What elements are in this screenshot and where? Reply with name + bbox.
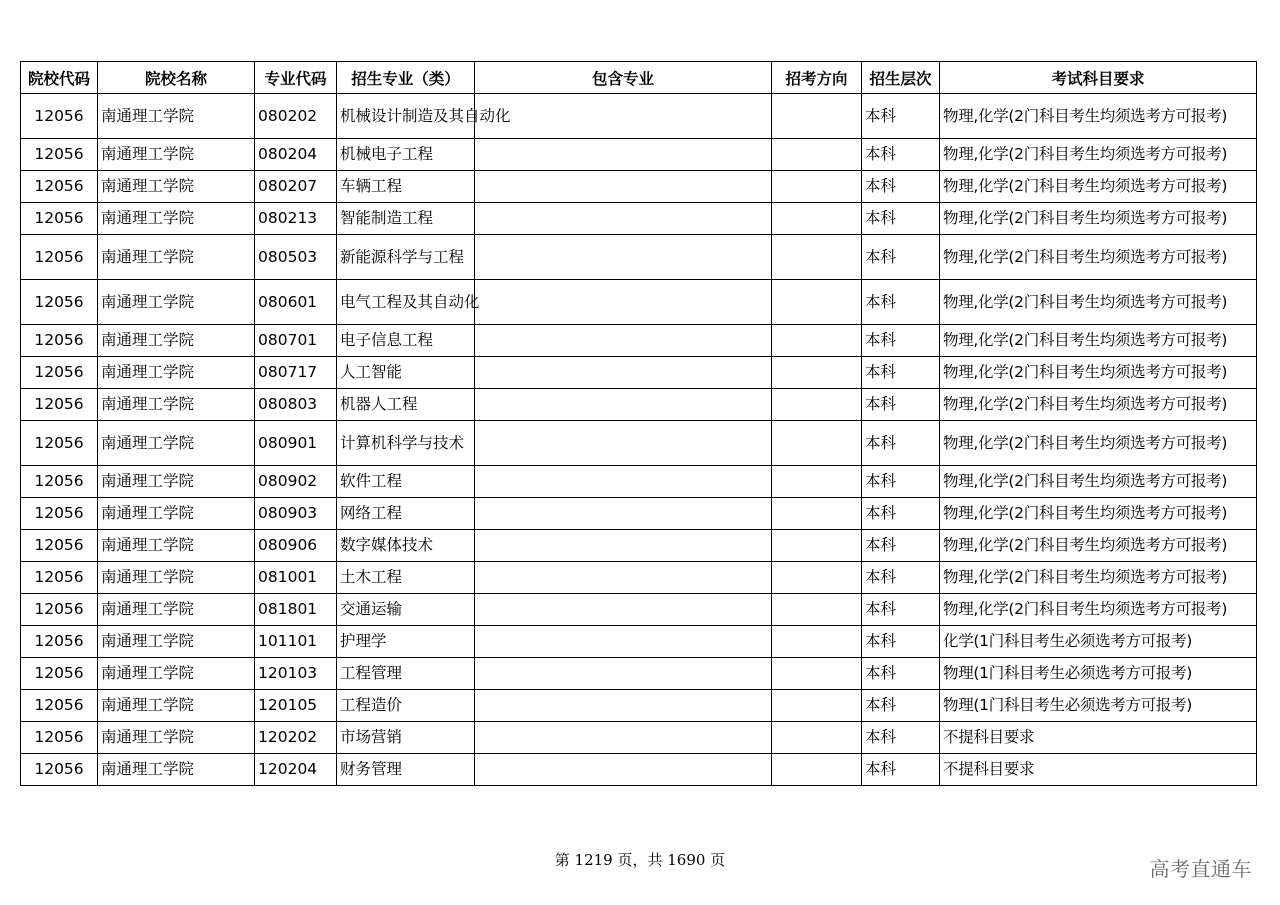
header-row	[21, 62, 1257, 94]
cell-level: 本科	[862, 594, 940, 626]
cell-major: 车辆工程	[337, 171, 475, 203]
cell-included-majors	[475, 690, 772, 722]
cell-major-code: 080903	[255, 498, 337, 530]
cell-requirement: 物理,化学(2门科目考生均须选考方可报考)	[940, 171, 1257, 203]
cell-level: 本科	[862, 139, 940, 171]
table-row	[21, 235, 1257, 280]
cell-school-code: 12056	[21, 203, 98, 235]
cell-requirement: 不提科目要求	[940, 722, 1257, 754]
cell-requirement: 物理,化学(2门科目考生均须选考方可报考)	[940, 562, 1257, 594]
table-row	[21, 690, 1257, 722]
cell-major: 护理学	[337, 626, 475, 658]
cell-level: 本科	[862, 389, 940, 421]
table-row	[21, 389, 1257, 421]
cell-direction	[772, 626, 862, 658]
cell-school-name: 南通理工学院	[98, 139, 255, 171]
cell-requirement: 物理,化学(2门科目考生均须选考方可报考)	[940, 466, 1257, 498]
cell-included-majors	[475, 562, 772, 594]
cell-major: 智能制造工程	[337, 203, 475, 235]
cell-school-name: 南通理工学院	[98, 171, 255, 203]
cell-school-name: 南通理工学院	[98, 530, 255, 562]
cell-direction	[772, 280, 862, 325]
cell-requirement: 物理,化学(2门科目考生均须选考方可报考)	[940, 389, 1257, 421]
cell-major-code: 081801	[255, 594, 337, 626]
cell-included-majors	[475, 498, 772, 530]
cell-school-name: 南通理工学院	[98, 203, 255, 235]
cell-school-name: 南通理工学院	[98, 626, 255, 658]
cell-direction	[772, 690, 862, 722]
cell-major: 机械设计制造及其自动化	[337, 94, 475, 139]
cell-major: 市场营销	[337, 722, 475, 754]
cell-school-code: 12056	[21, 690, 98, 722]
cell-level: 本科	[862, 498, 940, 530]
cell-requirement: 物理(1门科目考生必须选考方可报考)	[940, 690, 1257, 722]
cell-major-code: 120103	[255, 658, 337, 690]
cell-direction	[772, 562, 862, 594]
cell-major-code: 120204	[255, 754, 337, 786]
cell-requirement: 物理,化学(2门科目考生均须选考方可报考)	[940, 94, 1257, 139]
cell-direction	[772, 530, 862, 562]
table-row	[21, 94, 1257, 139]
cell-school-code: 12056	[21, 94, 98, 139]
cell-included-majors	[475, 280, 772, 325]
cell-school-name: 南通理工学院	[98, 498, 255, 530]
header-direction: 招考方向	[772, 62, 862, 94]
cell-level: 本科	[862, 754, 940, 786]
cell-major-code: 120202	[255, 722, 337, 754]
cell-level: 本科	[862, 562, 940, 594]
cell-level: 本科	[862, 94, 940, 139]
cell-requirement: 化学(1门科目考生必须选考方可报考)	[940, 626, 1257, 658]
cell-school-name: 南通理工学院	[98, 562, 255, 594]
cell-major-code: 080803	[255, 389, 337, 421]
cell-major: 电气工程及其自动化	[337, 280, 475, 325]
cell-included-majors	[475, 594, 772, 626]
cell-school-name: 南通理工学院	[98, 325, 255, 357]
table-row	[21, 421, 1257, 466]
cell-major: 财务管理	[337, 754, 475, 786]
cell-school-code: 12056	[21, 171, 98, 203]
admission-table	[20, 61, 1257, 786]
header-level: 招生层次	[862, 62, 940, 94]
cell-school-code: 12056	[21, 658, 98, 690]
cell-direction	[772, 722, 862, 754]
cell-direction	[772, 171, 862, 203]
cell-requirement: 物理,化学(2门科目考生均须选考方可报考)	[940, 235, 1257, 280]
cell-major: 软件工程	[337, 466, 475, 498]
cell-major: 交通运输	[337, 594, 475, 626]
cell-major-code: 080207	[255, 171, 337, 203]
header-major: 招生专业（类）	[337, 62, 475, 94]
table-row	[21, 171, 1257, 203]
cell-included-majors	[475, 235, 772, 280]
header-requirement: 考试科目要求	[940, 62, 1257, 94]
cell-school-code: 12056	[21, 389, 98, 421]
table-row	[21, 139, 1257, 171]
cell-school-name: 南通理工学院	[98, 280, 255, 325]
cell-school-name: 南通理工学院	[98, 94, 255, 139]
cell-school-name: 南通理工学院	[98, 690, 255, 722]
cell-requirement: 物理,化学(2门科目考生均须选考方可报考)	[940, 280, 1257, 325]
cell-level: 本科	[862, 280, 940, 325]
cell-requirement: 物理,化学(2门科目考生均须选考方可报考)	[940, 357, 1257, 389]
table-row	[21, 357, 1257, 389]
cell-requirement: 物理,化学(2门科目考生均须选考方可报考)	[940, 139, 1257, 171]
header-school-name: 院校名称	[98, 62, 255, 94]
cell-major: 土木工程	[337, 562, 475, 594]
table-row	[21, 466, 1257, 498]
cell-direction	[772, 235, 862, 280]
cell-direction	[772, 466, 862, 498]
cell-school-name: 南通理工学院	[98, 389, 255, 421]
cell-school-name: 南通理工学院	[98, 658, 255, 690]
cell-requirement: 物理,化学(2门科目考生均须选考方可报考)	[940, 594, 1257, 626]
cell-included-majors	[475, 357, 772, 389]
cell-direction	[772, 421, 862, 466]
cell-major-code: 080906	[255, 530, 337, 562]
cell-major: 机器人工程	[337, 389, 475, 421]
cell-school-code: 12056	[21, 280, 98, 325]
cell-school-name: 南通理工学院	[98, 421, 255, 466]
cell-school-code: 12056	[21, 325, 98, 357]
cell-included-majors	[475, 658, 772, 690]
cell-major-code: 081001	[255, 562, 337, 594]
cell-level: 本科	[862, 658, 940, 690]
cell-school-name: 南通理工学院	[98, 357, 255, 389]
cell-included-majors	[475, 94, 772, 139]
cell-major: 数字媒体技术	[337, 530, 475, 562]
cell-major-code: 080601	[255, 280, 337, 325]
cell-school-code: 12056	[21, 498, 98, 530]
cell-included-majors	[475, 421, 772, 466]
cell-requirement: 物理(1门科目考生必须选考方可报考)	[940, 658, 1257, 690]
cell-level: 本科	[862, 171, 940, 203]
cell-school-name: 南通理工学院	[98, 466, 255, 498]
cell-direction	[772, 498, 862, 530]
cell-included-majors	[475, 389, 772, 421]
cell-major-code: 080701	[255, 325, 337, 357]
cell-major: 工程造价	[337, 690, 475, 722]
cell-direction	[772, 754, 862, 786]
cell-school-name: 南通理工学院	[98, 235, 255, 280]
cell-major-code: 080717	[255, 357, 337, 389]
cell-direction	[772, 94, 862, 139]
cell-major: 新能源科学与工程	[337, 235, 475, 280]
cell-school-code: 12056	[21, 562, 98, 594]
cell-major-code: 101101	[255, 626, 337, 658]
cell-requirement: 物理,化学(2门科目考生均须选考方可报考)	[940, 203, 1257, 235]
table-row	[21, 722, 1257, 754]
cell-level: 本科	[862, 626, 940, 658]
cell-school-code: 12056	[21, 235, 98, 280]
cell-school-code: 12056	[21, 530, 98, 562]
cell-level: 本科	[862, 235, 940, 280]
cell-major-code: 080902	[255, 466, 337, 498]
cell-requirement: 物理,化学(2门科目考生均须选考方可报考)	[940, 325, 1257, 357]
cell-direction	[772, 658, 862, 690]
table-row	[21, 626, 1257, 658]
cell-included-majors	[475, 466, 772, 498]
cell-school-code: 12056	[21, 421, 98, 466]
cell-major-code: 080503	[255, 235, 337, 280]
cell-major-code: 080901	[255, 421, 337, 466]
header-school-code: 院校代码	[21, 62, 98, 94]
cell-major: 机械电子工程	[337, 139, 475, 171]
cell-school-code: 12056	[21, 594, 98, 626]
cell-included-majors	[475, 530, 772, 562]
header-major-code: 专业代码	[255, 62, 337, 94]
cell-included-majors	[475, 139, 772, 171]
cell-level: 本科	[862, 722, 940, 754]
cell-direction	[772, 325, 862, 357]
table-row	[21, 658, 1257, 690]
table-row	[21, 498, 1257, 530]
cell-requirement: 不提科目要求	[940, 754, 1257, 786]
cell-level: 本科	[862, 690, 940, 722]
cell-included-majors	[475, 325, 772, 357]
cell-level: 本科	[862, 203, 940, 235]
cell-included-majors	[475, 626, 772, 658]
cell-major-code: 080213	[255, 203, 337, 235]
cell-level: 本科	[862, 530, 940, 562]
cell-requirement: 物理,化学(2门科目考生均须选考方可报考)	[940, 530, 1257, 562]
cell-major-code: 120105	[255, 690, 337, 722]
table-body	[21, 94, 1257, 786]
table-row	[21, 754, 1257, 786]
table-row	[21, 562, 1257, 594]
cell-direction	[772, 389, 862, 421]
cell-included-majors	[475, 754, 772, 786]
table-row	[21, 594, 1257, 626]
cell-level: 本科	[862, 421, 940, 466]
cell-school-code: 12056	[21, 754, 98, 786]
cell-level: 本科	[862, 357, 940, 389]
table-row	[21, 530, 1257, 562]
cell-school-code: 12056	[21, 626, 98, 658]
cell-school-code: 12056	[21, 357, 98, 389]
table-row	[21, 203, 1257, 235]
cell-direction	[772, 357, 862, 389]
cell-school-code: 12056	[21, 139, 98, 171]
cell-school-name: 南通理工学院	[98, 722, 255, 754]
cell-major: 计算机科学与技术	[337, 421, 475, 466]
cell-major: 工程管理	[337, 658, 475, 690]
cell-major: 电子信息工程	[337, 325, 475, 357]
cell-school-name: 南通理工学院	[98, 594, 255, 626]
cell-school-code: 12056	[21, 466, 98, 498]
cell-school-code: 12056	[21, 722, 98, 754]
cell-major-code: 080202	[255, 94, 337, 139]
cell-direction	[772, 139, 862, 171]
cell-included-majors	[475, 171, 772, 203]
header-included-majors: 包含专业	[475, 62, 772, 94]
cell-major-code: 080204	[255, 139, 337, 171]
page-number: 第 1219 页，共 1690 页	[554, 851, 726, 869]
cell-included-majors	[475, 722, 772, 754]
cell-school-name: 南通理工学院	[98, 754, 255, 786]
cell-included-majors	[475, 203, 772, 235]
cell-major: 网络工程	[337, 498, 475, 530]
table-row	[21, 280, 1257, 325]
cell-major: 人工智能	[337, 357, 475, 389]
cell-level: 本科	[862, 325, 940, 357]
watermark: 高考直通车	[1149, 857, 1252, 881]
cell-requirement: 物理,化学(2门科目考生均须选考方可报考)	[940, 421, 1257, 466]
table-row	[21, 325, 1257, 357]
cell-direction	[772, 203, 862, 235]
cell-direction	[772, 594, 862, 626]
cell-requirement: 物理,化学(2门科目考生均须选考方可报考)	[940, 498, 1257, 530]
cell-level: 本科	[862, 466, 940, 498]
